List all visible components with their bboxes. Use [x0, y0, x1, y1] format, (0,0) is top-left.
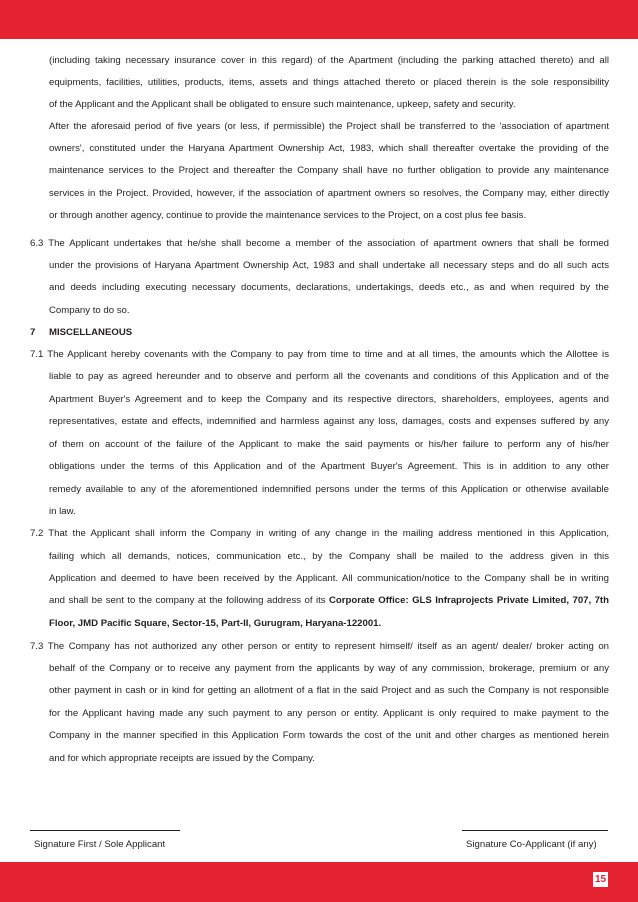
clause-7-1-first-line	[30, 348, 609, 361]
text-line: in law.	[49, 506, 76, 517]
footer-band	[0, 862, 638, 902]
text-line: (including taking necessary insurance cover in this regard) of the Apartment (including the parking attached thereto) and all	[49, 55, 609, 66]
text-segment: and shall be sent to the company at the following address of its	[49, 595, 329, 606]
signature-label-first: Signature First / Sole Applicant	[34, 839, 166, 850]
clause-number: 7.1	[30, 349, 44, 360]
clause-text: The Applicant hereby covenants with the Company to pay from time to time and at all times, the amounts which the Allottee is	[47, 349, 609, 360]
text-line: or through another agency, continue to provide the maintenance services to the Project, on a cost plus fee basis.	[49, 210, 527, 221]
clause-7-3-first-line	[30, 640, 609, 653]
clause-number: 7.2	[30, 528, 44, 539]
section-title: MISCELLANEOUS	[49, 327, 133, 338]
page-number: 15	[594, 874, 607, 885]
text-line: representatives, estate and effects, indemnified and harmless against any loss, damages, costs and expenses suffered by any	[49, 416, 609, 427]
clause-text: The Applicant undertakes that he/she shall become a member of the association of apartment owners that shall be formed	[48, 238, 610, 249]
clause-number: 7.3	[30, 641, 44, 652]
text-line: Company in the manner specified in this Application Form towards the cost of the unit and other charges as mentioned herein	[49, 730, 609, 741]
text-line: under the provisions of Haryana Apartment Ownership Act, 1983 and shall undertake all necessary steps and do all such acts	[49, 260, 609, 271]
clause-6-3-first-line	[30, 237, 609, 250]
section-number: 7	[30, 327, 36, 338]
text-line: maintenance services to the Project and thereafter the Company shall have no further obligation to provide any maintenance	[49, 165, 609, 176]
text-line: Apartment Buyer's Agreement and to keep the Company and its respective directors, shareholders, employees, agents and	[49, 394, 609, 405]
text-line: services in the Project. Provided, however, if the association of apartment owners so resolves, the Company may, either directly	[49, 188, 609, 199]
section-heading	[30, 326, 609, 339]
text-line: Company to do so.	[49, 305, 130, 316]
text-line: After the aforesaid period of five years (or less, if permissible) the Project shall be transferred to the 'association of apartment	[49, 121, 609, 132]
corporate-office-address: Corporate Office: GLS Infraprojects Private Limited, 707, 7th	[328, 595, 609, 606]
signature-line-first	[30, 830, 180, 831]
signature-line-co	[462, 830, 608, 831]
clause-number: 6.3	[30, 238, 44, 249]
text-line: obligations under the terms of this Application and of the Apartment Buyer's Agreement. This is in addition to any other	[49, 461, 609, 472]
clause-text: The Company has not authorized any other person or entity to represent himself/ itself as an agent/ dealer/ broker acting on	[47, 641, 609, 652]
signature-label-co: Signature Co-Applicant (if any)	[466, 839, 597, 850]
text-line: for the Applicant having made any such payment to any person or entity. Applicant is only required to make payment to the	[49, 708, 609, 719]
text-line	[49, 594, 609, 607]
corporate-office-address-cont: Floor, JMD Pacific Square, Sector-15, Part-II, Gurugram, Haryana-122001.	[49, 618, 382, 629]
text-line: and deeds including executing necessary documents, declarations, undertakings, deeds etc., as and when required by the	[49, 282, 609, 293]
text-line: owners', constituted under the Haryana Apartment Ownership Act, 1983, which shall thereafter overtake the providing of the	[49, 143, 609, 154]
clause-text: That the Applicant shall inform the Company in writing of any change in the mailing address mentioned in this Application,	[48, 528, 609, 539]
text-line: remedy available to any of the aforementioned indemnified persons under the terms of this Application or otherwise available	[49, 484, 609, 495]
header-band	[0, 0, 638, 39]
text-line: of the Applicant and the Applicant shall be obligated to ensure such maintenance, upkeep, safety and security.	[49, 99, 516, 110]
text-line: liable to pay as agreed hereunder and to observe and perform all the covenants and conditions of this Application and of the	[49, 371, 609, 382]
text-line: other payment in cash or in kind for getting an allotment of a flat in the said Project and as such the Company is not responsible	[49, 685, 609, 696]
text-line: Application and deemed to have been received by the Applicant. All communication/notice to the Company shall be in writing	[49, 573, 609, 584]
clause-7-2-first-line	[30, 527, 609, 540]
text-line: equipments, facilities, utilities, products, items, assets and things attached thereto or placed therein is the sole responsibility	[49, 77, 609, 88]
text-line: of them on account of the failure of the Applicant to make the said payments or his/her failure to perform any of his/her	[49, 439, 609, 450]
text-line: failing which all demands, notices, communication etc., by the Company shall be mailed to the address given in this	[49, 551, 609, 562]
text-line: behalf of the Company or to receive any payment from the applicants by way of any commission, brokerage, premium or any	[49, 663, 609, 674]
text-line: and for which appropriate receipts are issued by the Company.	[49, 753, 315, 764]
